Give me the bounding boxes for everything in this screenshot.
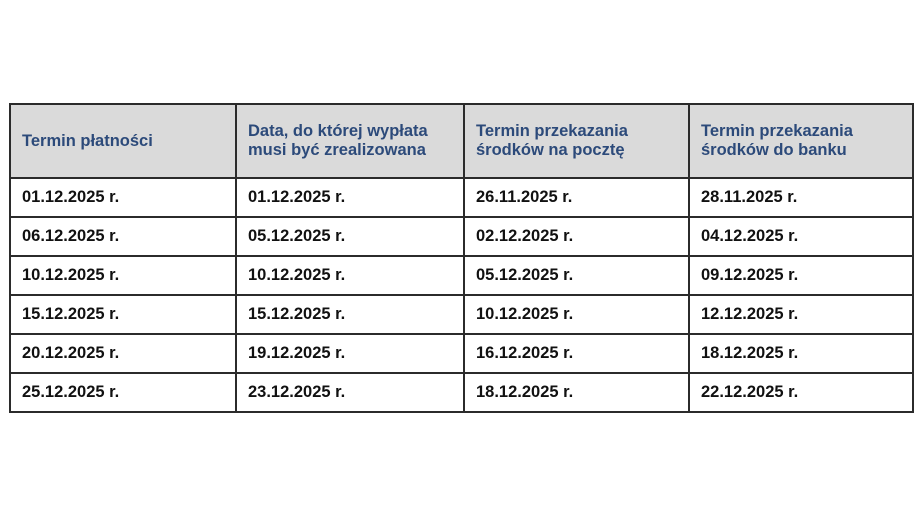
table-cell: 25.12.2025 r. [10, 373, 236, 412]
table-cell: 18.12.2025 r. [689, 334, 913, 373]
table-cell: 19.12.2025 r. [236, 334, 464, 373]
table-cell: 18.12.2025 r. [464, 373, 689, 412]
table-cell: 01.12.2025 r. [236, 178, 464, 217]
table-row [10, 334, 913, 373]
table-cell: 12.12.2025 r. [689, 295, 913, 334]
table-cell: 20.12.2025 r. [10, 334, 236, 373]
table-cell: 28.11.2025 r. [689, 178, 913, 217]
table-cell: 26.11.2025 r. [464, 178, 689, 217]
header-post-transfer-date: Termin przekazania środków na pocztę [464, 104, 689, 178]
table-cell: 15.12.2025 r. [10, 295, 236, 334]
table-cell: 15.12.2025 r. [236, 295, 464, 334]
header-bank-transfer-date: Termin przekazania środków do banku [689, 104, 913, 178]
header-payout-deadline: Data, do której wypłata musi być zrealizowana [236, 104, 464, 178]
table-row [10, 295, 913, 334]
table-row [10, 256, 913, 295]
table-header-row [10, 104, 913, 178]
header-payment-date: Termin płatności [10, 104, 236, 178]
table-cell: 06.12.2025 r. [10, 217, 236, 256]
table-cell: 05.12.2025 r. [236, 217, 464, 256]
table-cell: 09.12.2025 r. [689, 256, 913, 295]
table-cell: 02.12.2025 r. [464, 217, 689, 256]
table-row [10, 217, 913, 256]
table-cell: 01.12.2025 r. [10, 178, 236, 217]
table-cell: 04.12.2025 r. [689, 217, 913, 256]
table-cell: 05.12.2025 r. [464, 256, 689, 295]
table-cell: 22.12.2025 r. [689, 373, 913, 412]
table-row [10, 178, 913, 217]
table-cell: 10.12.2025 r. [464, 295, 689, 334]
table-row [10, 373, 913, 412]
table-cell: 10.12.2025 r. [236, 256, 464, 295]
table-cell: 23.12.2025 r. [236, 373, 464, 412]
payment-schedule-table [9, 103, 914, 413]
table-cell: 10.12.2025 r. [10, 256, 236, 295]
table-cell: 16.12.2025 r. [464, 334, 689, 373]
